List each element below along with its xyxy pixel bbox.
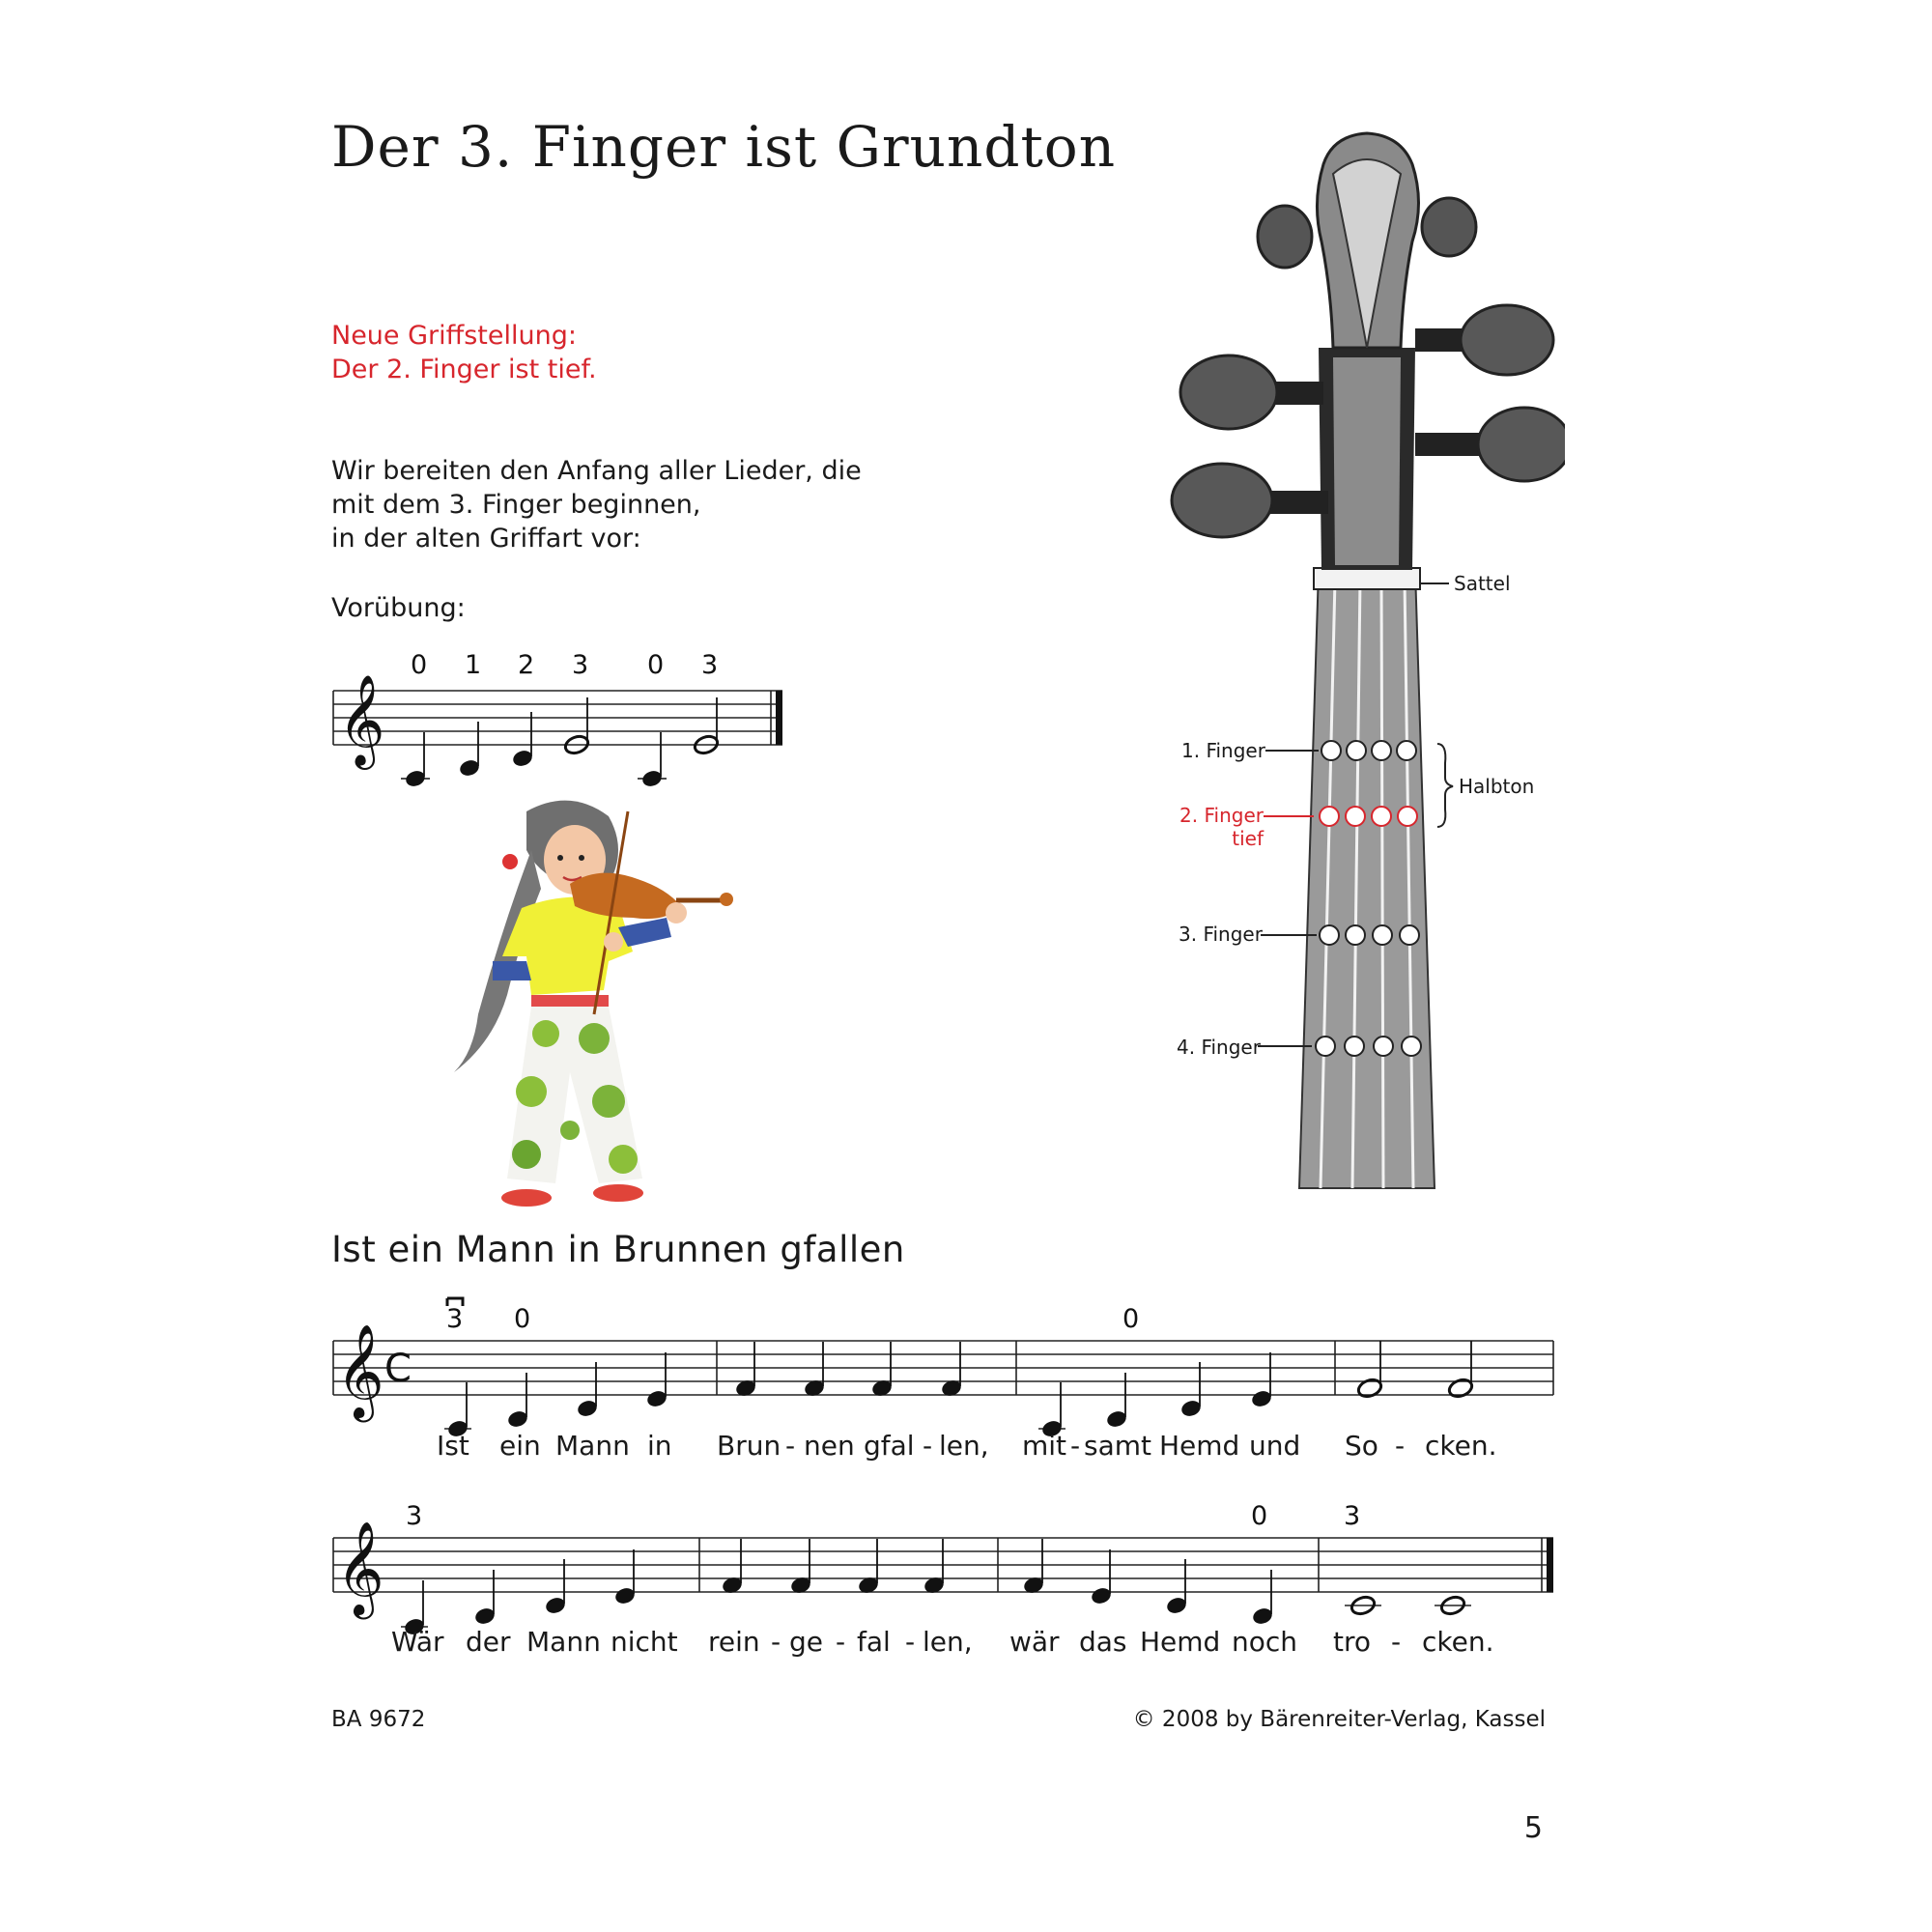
lyric-syllable: cken. — [1422, 1626, 1494, 1658]
intro-paragraph — [331, 454, 862, 555]
lyric-hyphen: - — [905, 1626, 916, 1658]
lyric-syllable: Hemd — [1159, 1430, 1240, 1462]
copyright: © 2008 by Bärenreiter-Verlag, Kassel — [1132, 1707, 1546, 1732]
intro-line-2: mit dem 3. Finger beginnen, — [331, 490, 701, 520]
lyric-syllable: noch — [1232, 1626, 1298, 1658]
lyric-hyphen: - — [771, 1626, 781, 1658]
page-number: 5 — [1523, 1811, 1543, 1845]
treble-clef-icon: 𝄞 — [338, 674, 385, 766]
fingering-number: 0 — [1122, 1304, 1140, 1334]
lyrics-line-1 — [0, 1430, 1932, 1468]
lyric-syllable: nicht — [611, 1626, 678, 1658]
new-position-line-2: Der 2. Finger ist tief. — [331, 355, 597, 384]
finger2-label-line1: 2. Finger — [1179, 804, 1264, 827]
lyric-syllable: len, — [923, 1626, 973, 1658]
lyric-syllable: ge — [789, 1626, 823, 1658]
page-title: Der 3. Finger ist Grundton — [331, 114, 1117, 180]
lyric-syllable: gfal — [864, 1430, 915, 1462]
lyric-syllable: das — [1079, 1626, 1127, 1658]
lyric-syllable: rein — [708, 1626, 760, 1658]
lyric-syllable: ein — [499, 1430, 541, 1462]
intro-line-1: Wir bereiten den Anfang aller Lieder, die — [331, 456, 862, 486]
lyric-syllable: Mann — [555, 1430, 630, 1462]
exercise-label: Vorübung: — [331, 593, 466, 623]
exercise-staff — [328, 647, 792, 811]
lyric-syllable: wär — [1009, 1626, 1060, 1658]
intro-line-3: in der alten Griffart vor: — [331, 524, 641, 554]
fingering-number: 0 — [1251, 1501, 1268, 1531]
fingering-number: 0 — [514, 1304, 531, 1334]
finger1-label: 1. Finger — [1181, 739, 1265, 762]
lyric-syllable: So — [1345, 1430, 1378, 1462]
lyric-hyphen: - — [1391, 1626, 1402, 1658]
lyric-hyphen: - — [923, 1430, 933, 1462]
catalog-number: BA 9672 — [331, 1707, 426, 1732]
lyric-syllable: Hemd — [1140, 1626, 1221, 1658]
new-position-line-1: Neue Griffstellung: — [331, 321, 577, 351]
fingering-number: 3 — [406, 1501, 423, 1531]
lyric-syllable: Wär — [391, 1626, 444, 1658]
fingering-number: 2 — [518, 650, 535, 680]
lyric-syllable: fal — [857, 1626, 891, 1658]
treble-clef-icon: 𝄞 — [336, 1323, 384, 1418]
finger2-label-line2: tief — [1232, 827, 1264, 850]
finger4-label: 4. Finger — [1177, 1036, 1261, 1059]
fingering-number: 0 — [647, 650, 665, 680]
lyric-syllable: Brun — [717, 1430, 781, 1462]
song-title: Ist ein Mann in Brunnen gfallen — [331, 1229, 905, 1270]
half-note — [1447, 1377, 1474, 1399]
lyric-syllable: und — [1249, 1430, 1301, 1462]
lyric-syllable: tro — [1333, 1626, 1372, 1658]
treble-clef-icon: 𝄞 — [336, 1520, 384, 1615]
finger3-label: 3. Finger — [1179, 923, 1263, 946]
lyric-syllable: in — [647, 1430, 672, 1462]
fingering-number: 3 — [701, 650, 719, 680]
lyric-hyphen: - — [785, 1430, 796, 1462]
lyric-syllable: der — [466, 1626, 511, 1658]
lyric-syllable: Ist — [437, 1430, 469, 1462]
lyric-hyphen: - — [836, 1626, 846, 1658]
lyrics-line-2 — [0, 1626, 1932, 1664]
lyric-syllable: cken. — [1425, 1430, 1497, 1462]
common-time-icon: C — [384, 1347, 412, 1391]
sattel-label: Sattel — [1454, 572, 1511, 595]
new-position-note — [331, 319, 597, 386]
half-note — [1356, 1377, 1383, 1399]
girl-violin-illustration — [435, 792, 744, 1227]
fingering-number: 0 — [411, 650, 428, 680]
fingering-number: 3 — [1344, 1501, 1361, 1531]
lyric-hyphen: - — [1070, 1430, 1081, 1462]
lyric-syllable: samt — [1084, 1430, 1151, 1462]
lyric-syllable: mit — [1022, 1430, 1067, 1462]
lyric-syllable: nen — [804, 1430, 855, 1462]
fingering-number: 3 — [572, 650, 589, 680]
fingering-number: 1 — [465, 650, 482, 680]
halbton-label: Halbton — [1459, 775, 1535, 798]
lyric-hyphen: - — [1395, 1430, 1406, 1462]
lyric-syllable: Mann — [526, 1626, 601, 1658]
lyric-syllable: len, — [939, 1430, 989, 1462]
finger2-label — [1179, 804, 1264, 850]
fingering-number: 3 — [446, 1304, 464, 1334]
